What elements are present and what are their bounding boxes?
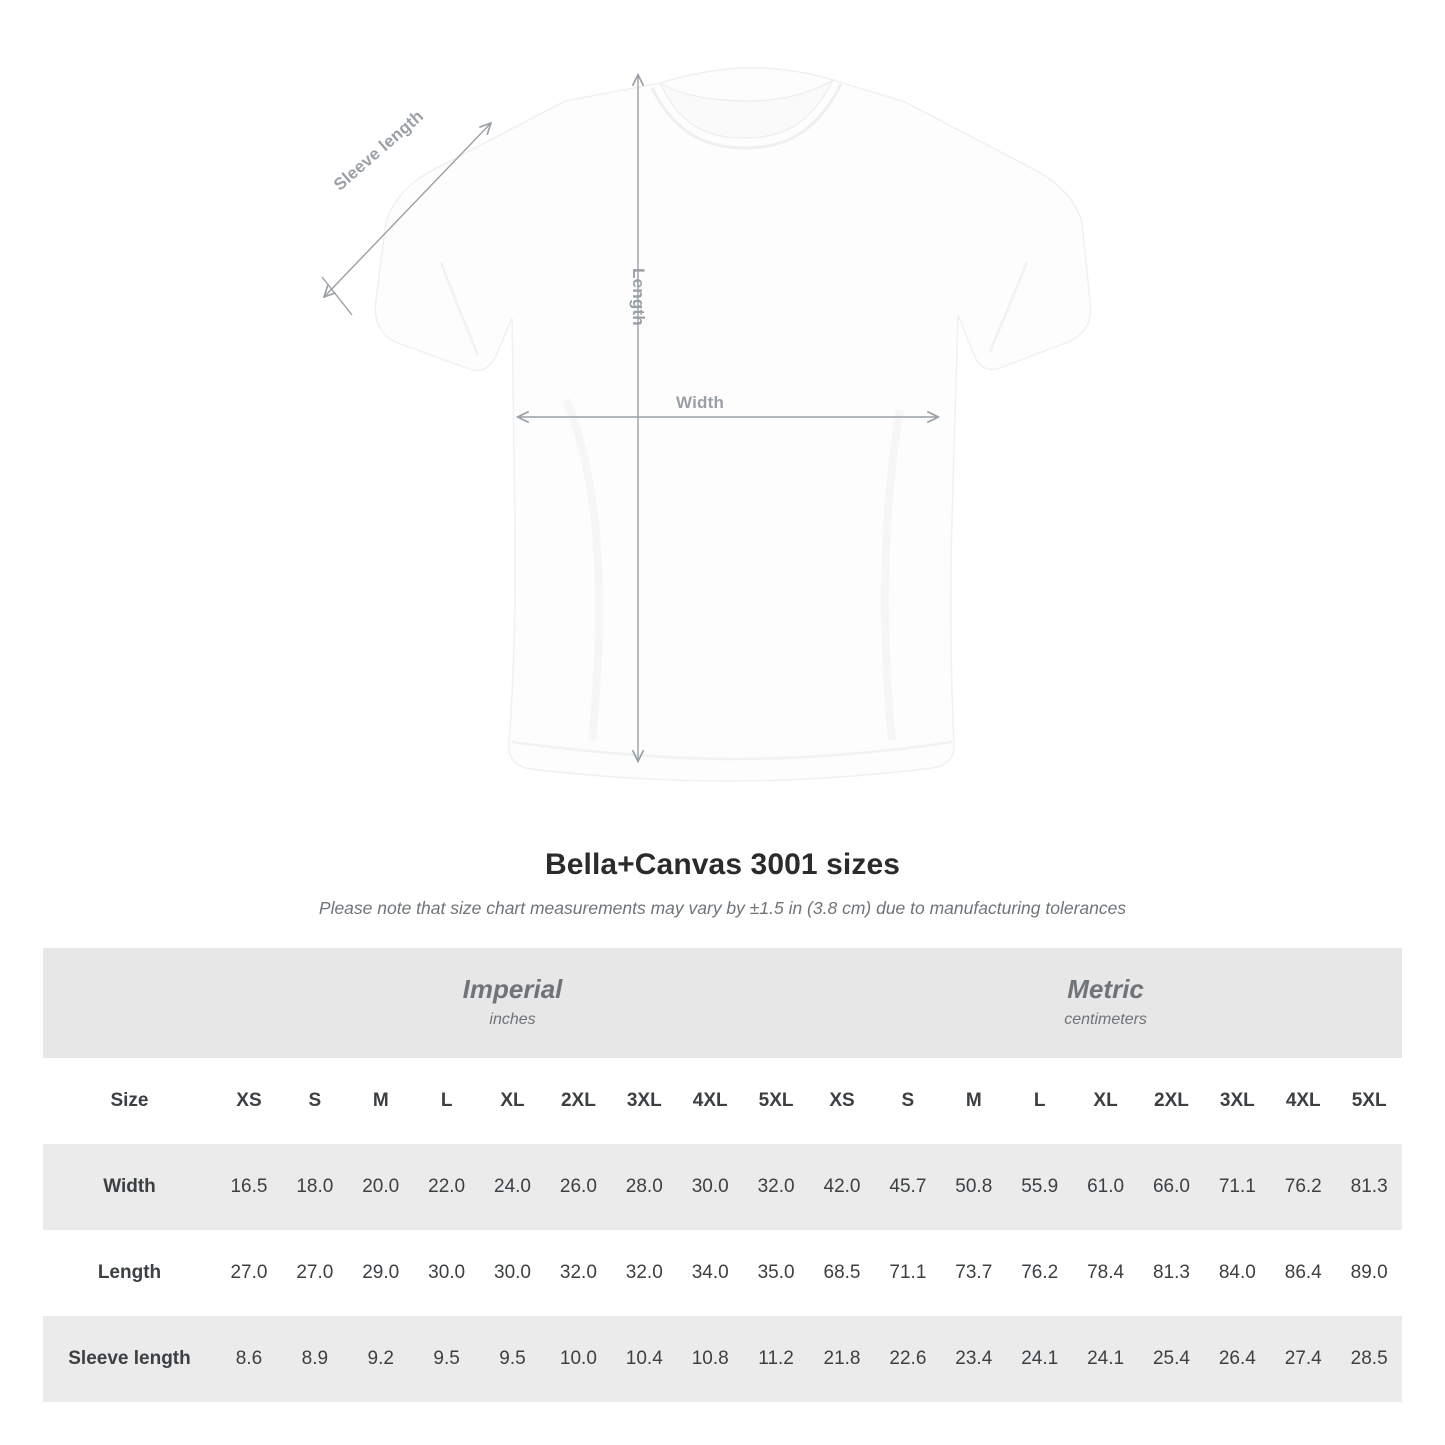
size-col-imperial-2xl: 2XL [545, 1058, 611, 1144]
cell: 81.3 [1139, 1230, 1205, 1316]
size-col-imperial-4xl: 4XL [677, 1058, 743, 1144]
row-label-sleeve-length: Sleeve length [43, 1316, 216, 1402]
size-col-imperial-3xl: 3XL [611, 1058, 677, 1144]
metric-name: Metric [1067, 974, 1144, 1005]
cell: 9.5 [414, 1316, 480, 1402]
cell: 18.0 [282, 1144, 348, 1230]
cell: 86.4 [1270, 1230, 1336, 1316]
cell: 24.0 [480, 1144, 546, 1230]
imperial-header [216, 948, 809, 1058]
cell: 32.0 [545, 1230, 611, 1316]
cell: 71.1 [875, 1230, 941, 1316]
size-col-metric-m: M [941, 1058, 1007, 1144]
cell: 20.0 [348, 1144, 414, 1230]
cell: 23.4 [941, 1316, 1007, 1402]
cell: 8.9 [282, 1316, 348, 1402]
cell: 24.1 [1007, 1316, 1073, 1402]
row-label-width: Width [43, 1144, 216, 1230]
size-table-wrapper [43, 948, 1402, 1402]
cell: 25.4 [1139, 1316, 1205, 1402]
cell: 10.8 [677, 1316, 743, 1402]
cell: 81.3 [1336, 1144, 1402, 1230]
size-col-metric-l: L [1007, 1058, 1073, 1144]
cell: 10.4 [611, 1316, 677, 1402]
cell: 10.0 [545, 1316, 611, 1402]
size-col-metric-4xl: 4XL [1270, 1058, 1336, 1144]
cell: 30.0 [414, 1230, 480, 1316]
cell: 22.6 [875, 1316, 941, 1402]
size-col-imperial-5xl: 5XL [743, 1058, 809, 1144]
cell: 89.0 [1336, 1230, 1402, 1316]
size-col-imperial-s: S [282, 1058, 348, 1144]
size-col-imperial-l: L [414, 1058, 480, 1144]
size-col-metric-xl: XL [1073, 1058, 1139, 1144]
size-col-metric-2xl: 2XL [1139, 1058, 1205, 1144]
cell: 34.0 [677, 1230, 743, 1316]
size-table [43, 948, 1402, 1402]
cell: 16.5 [216, 1144, 282, 1230]
table-row [43, 1144, 1402, 1230]
cell: 76.2 [1270, 1144, 1336, 1230]
cell: 24.1 [1073, 1316, 1139, 1402]
cell: 11.2 [743, 1316, 809, 1402]
cell: 22.0 [414, 1144, 480, 1230]
size-col-metric-5xl: 5XL [1336, 1058, 1402, 1144]
imperial-name: Imperial [462, 974, 563, 1005]
cell: 76.2 [1007, 1230, 1073, 1316]
cell: 35.0 [743, 1230, 809, 1316]
size-header-label: Size [43, 1058, 216, 1144]
cell: 73.7 [941, 1230, 1007, 1316]
imperial-unit: inches [489, 1010, 536, 1028]
size-col-metric-s: S [875, 1058, 941, 1144]
cell: 9.2 [348, 1316, 414, 1402]
cell: 68.5 [809, 1230, 875, 1316]
cell: 27.0 [282, 1230, 348, 1316]
cell: 55.9 [1007, 1144, 1073, 1230]
size-col-imperial-m: M [348, 1058, 414, 1144]
table-row [43, 1230, 1402, 1316]
length-label: Length [629, 268, 648, 326]
width-label: Width [676, 393, 725, 412]
cell: 32.0 [743, 1144, 809, 1230]
cell: 61.0 [1073, 1144, 1139, 1230]
size-header-row [43, 1058, 1402, 1144]
cell: 30.0 [677, 1144, 743, 1230]
tolerance-note: Please note that size chart measurements may vary by ±1.5 in (3.8 cm) due to manufacturing tolerances [318, 898, 1127, 918]
table-row [43, 1316, 1402, 1402]
page-title: Bella+Canvas 3001 sizes [544, 848, 901, 881]
unit-system-spacer [43, 948, 216, 1058]
cell: 84.0 [1204, 1230, 1270, 1316]
metric-header [809, 948, 1402, 1058]
row-label-length: Length [43, 1230, 216, 1316]
size-col-metric-xs: XS [809, 1058, 875, 1144]
cell: 27.0 [216, 1230, 282, 1316]
size-col-metric-3xl: 3XL [1204, 1058, 1270, 1144]
cell: 45.7 [875, 1144, 941, 1230]
cell: 30.0 [480, 1230, 546, 1316]
cell: 29.0 [348, 1230, 414, 1316]
cell: 32.0 [611, 1230, 677, 1316]
cell: 26.4 [1204, 1316, 1270, 1402]
cell: 8.6 [216, 1316, 282, 1402]
cell: 28.5 [1336, 1316, 1402, 1402]
sleeve-length-label: Sleeve length [330, 106, 428, 195]
size-col-imperial-xs: XS [216, 1058, 282, 1144]
cell: 28.0 [611, 1144, 677, 1230]
cell: 78.4 [1073, 1230, 1139, 1316]
cell: 71.1 [1204, 1144, 1270, 1230]
cell: 66.0 [1139, 1144, 1205, 1230]
cell: 27.4 [1270, 1316, 1336, 1402]
cell: 50.8 [941, 1144, 1007, 1230]
cell: 21.8 [809, 1316, 875, 1402]
unit-system-header-row [43, 948, 1402, 1058]
metric-unit: centimeters [1064, 1010, 1147, 1028]
cell: 42.0 [809, 1144, 875, 1230]
cell: 26.0 [545, 1144, 611, 1230]
size-col-imperial-xl: XL [480, 1058, 546, 1144]
cell: 9.5 [480, 1316, 546, 1402]
